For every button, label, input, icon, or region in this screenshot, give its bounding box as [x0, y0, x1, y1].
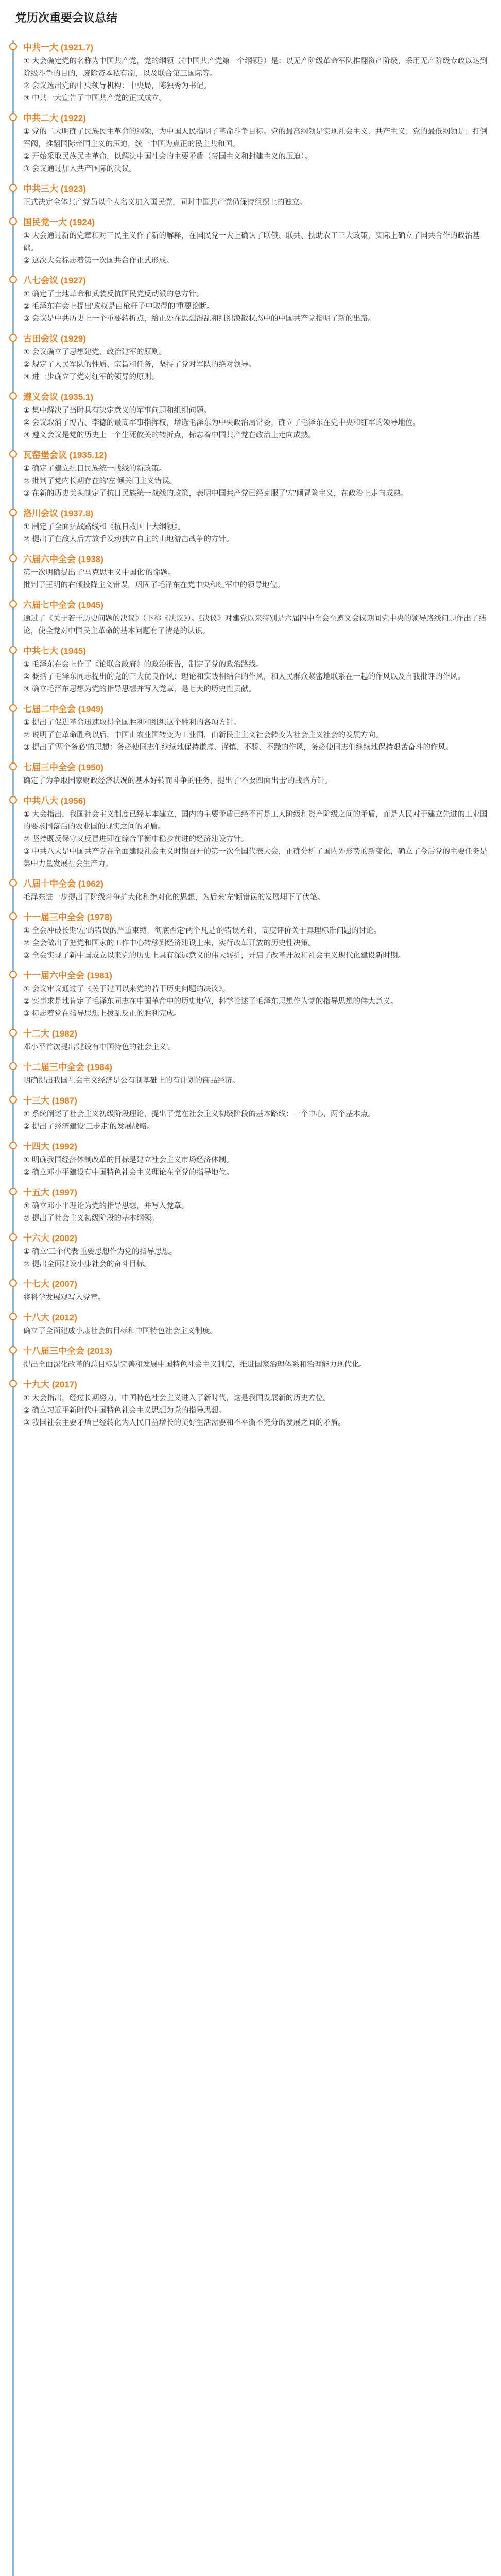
session-line: ① 确定了建立抗日民族统一战线的新政策。: [23, 465, 167, 473]
session-line: 邓小平首次提出'建设有中国特色的社会主义'。: [23, 1043, 176, 1052]
session-line: ③ 遵义会议是党的历史上一个生死攸关的转折点，标志着中国共产党在政治上走向成熟。: [23, 431, 316, 439]
session-line: ① 会议审议通过了《关于建国以来党的若干历史问题的决议》。: [23, 985, 230, 993]
session-heading: 十一届三中全会 (1978): [23, 910, 489, 923]
session-section: [23, 181, 489, 209]
session-line: ② 确立邓小平建设有中国特色社会主义理论在全党的指导地位。: [23, 1168, 234, 1177]
session-line: 确立了全面建成小康社会的目标和中国特色社会主义制度。: [23, 1327, 217, 1335]
session-heading: 十六大 (2002): [23, 1231, 489, 1244]
session-heading: 十九大 (2017): [23, 1377, 489, 1390]
session-section: [23, 1026, 489, 1054]
session-heading: 十一届六中全会 (1981): [23, 968, 489, 981]
session-line: ① 大会确定党的名称为中国共产党，党的纲领（《中国共产党第一个纲领》）是：以无产阶级革命军队推翻资产阶级，采用无产阶级专政以达到阶级斗争的目的，废除资本私有制，以及联合第三国际等。: [23, 57, 488, 78]
session-section: [23, 1060, 489, 1087]
session-line: ② 批判了党内长期存在的'左'倾关门主义错误。: [23, 477, 177, 485]
session-section: [23, 40, 489, 105]
session-section: [23, 389, 489, 442]
session-section: [23, 215, 489, 267]
session-heading: 六届七中全会 (1945): [23, 598, 489, 611]
session-section: [23, 273, 489, 325]
session-line: ③ 中共八大是中国共产党在全面建设社会主义时期召开的第一次全国代表大会，正确分析了国内外形势的新变化，确立了今后党的主要任务是集中力量发展社会生产力。: [23, 848, 488, 868]
session-line: 确定了为争取国家财政经济状况的基本好转而斗争的任务，提出了'不要四面出击'的战略方针。: [23, 777, 333, 785]
session-heading: 十八届三中全会 (2013): [23, 1344, 489, 1357]
session-section: [23, 598, 489, 637]
session-line: ① 大会指出，我国社会主义制度已经基本建立，国内的主要矛盾已经不再是工人阶级和资产阶级之间的矛盾，而是人民对于建立先进的工业国的要求同落后的农业国的现实之间的矛盾。: [23, 810, 488, 831]
session-heading: 国民党一大 (1924): [23, 215, 489, 228]
session-heading: 瓦窑堡会议 (1935.12): [23, 448, 489, 461]
session-section: [23, 1093, 489, 1133]
session-line: ② 提出了社会主义初级阶段的基本纲领。: [23, 1214, 159, 1223]
session-heading: 中共二大 (1922): [23, 111, 489, 124]
session-section: [23, 111, 489, 175]
session-section: [23, 1377, 489, 1429]
session-heading: 八七会议 (1927): [23, 273, 489, 286]
session-line: ③ 全会实现了新中国成立以来党的历史上具有深远意义的伟大转折，开启了改革开放和社会主义现代化建设新时期。: [23, 952, 406, 960]
session-line: ② 开始采取民族民主革命，以解决中国社会的主要矛盾（帝国主义和封建主义的压迫）。: [23, 152, 312, 161]
session-section: [23, 760, 489, 787]
session-heading: 七届三中全会 (1950): [23, 760, 489, 773]
session-line: ③ 会议通过加入共产国际的决议。: [23, 165, 137, 173]
session-line: ① 确立'三个代表'重要思想作为党的指导思想。: [23, 1248, 177, 1256]
session-line: ② 毛泽东在会上提出'政权是由枪杆子中取得的'重要论断。: [23, 302, 214, 311]
session-line: ③ 中共一大宣告了中国共产党的正式成立。: [23, 94, 167, 103]
session-line: ① 大会通过新的党章和对三民主义作了新的解释，在国民党一大上确认了联俄、联共、扶助农工三大政策，实际上确立了国共合作的政治基础。: [23, 232, 480, 252]
session-line: ③ 会议是中共历史上一个重要转折点，给正处在思想混乱和组织涣散状态中的中国共产党指明了新的出路。: [23, 315, 376, 323]
session-line: ① 系统阐述了社会主义初级阶段理论，提出了党在社会主义初级阶段的基本路线：一个中心、两个基本点。: [23, 1110, 376, 1118]
session-section: [23, 1344, 489, 1371]
session-section: [23, 910, 489, 962]
timeline: [12, 40, 489, 2576]
session-section: [23, 448, 489, 500]
session-line: ② 实事求是地肯定了毛泽东同志在中国革命中的历史地位，科学论述了毛泽东思想作为党的指导思想的伟大意义。: [23, 997, 398, 1006]
session-heading: 中共八大 (1956): [23, 793, 489, 806]
session-line: ① 毛泽东在会上作了《论联合政府》的政治报告，制定了党的政治路线。: [23, 660, 264, 669]
session-heading: 古田会议 (1929): [23, 331, 489, 344]
session-line: 提出全面深化改革的总目标是完善和发展中国特色社会主义制度，推进国家治理体系和治理能力现代化。: [23, 1361, 367, 1369]
session-line: ② 提出了在敌人后方放手发动独立自主的山地游击战争的方针。: [23, 535, 234, 544]
session-line: ③ 提出了'两个务必'的思想：务必使同志们继续地保持谦虚、谨慎、不骄、不躁的作风，务必使同志们继续地保持艰苦奋斗的作风。: [23, 743, 453, 752]
session-line: 将科学发展观写入党章。: [23, 1294, 106, 1302]
session-line: ② 提出了经济建设'三步走'的发展战略。: [23, 1123, 154, 1131]
session-line: ② 这次大会标志着第一次国共合作正式形成。: [23, 257, 174, 265]
session-section: [23, 643, 489, 696]
session-heading: 中共三大 (1923): [23, 181, 489, 194]
session-heading: 洛川会议 (1937.8): [23, 506, 489, 519]
session-section: [23, 876, 489, 904]
session-line: ① 制定了全面抗战路线和《抗日救国十大纲领》。: [23, 523, 185, 531]
session-section: [23, 968, 489, 1020]
session-line: ② 全会做出了把党和国家的工作中心转移到经济建设上来，实行改革开放的历史性决策。: [23, 939, 316, 947]
session-section: [23, 702, 489, 754]
session-line: ① 大会指出，经过长期努力，中国特色社会主义进入了新时代，这是我国发展新的历史方位。: [23, 1394, 331, 1402]
session-line: ② 会议选出党的中央领导机构：中央局，陈独秀为书记。: [23, 82, 212, 90]
session-line: ② 说明了在革命胜利以后，中国由农业国转变为工业国，由新民主主义社会转变为社会主义社会的发展方向。: [23, 731, 383, 739]
session-line: ② 会议取消了博古、李德的最高军事指挥权，增选毛泽东为中央政治局常委，确立了毛泽东在党中央和红军的领导地位。: [23, 419, 421, 427]
session-line: ① 明确我国经济体制改革的目标是建立社会主义市场经济体制。: [23, 1156, 234, 1164]
session-heading: 十二大 (1982): [23, 1026, 489, 1039]
session-line: ① 集中解决了当时具有决定意义的军事问题和组织问题。: [23, 406, 212, 415]
session-heading: 中共七大 (1945): [23, 643, 489, 656]
session-line: ② 坚持既反保守又反冒进即在综合平衡中稳步前进的经济建设方针。: [23, 835, 249, 843]
session-line: ① 全会冲破长期'左'的错误的严重束缚，彻底否定'两个凡是'的错误方针，高度评价关于真理标准问题的讨论。: [23, 927, 382, 935]
session-heading: 十七大 (2007): [23, 1277, 489, 1290]
session-line: ① 党的二大明确了民族民主革命的纲领，为中国人民指明了革命斗争目标。党的最高纲领是实现社会主义、共产主义；党的最低纲领是：打倒军阀，推翻国际帝国主义的压迫，统一中国为真正的民主共和国。: [23, 128, 488, 148]
session-section: [23, 331, 489, 383]
session-line: ② 提出全面建设小康社会的奋斗目标。: [23, 1260, 152, 1268]
session-heading: 十三大 (1987): [23, 1093, 489, 1106]
session-line: ① 提出了促进革命迅速取得全国胜利和组织这个胜利的各项方针。: [23, 719, 241, 727]
session-line: ② 确立习近平新时代中国特色社会主义思想为党的指导思想。: [23, 1406, 227, 1415]
session-section: [23, 1231, 489, 1270]
session-heading: 十二届三中全会 (1984): [23, 1060, 489, 1073]
session-section: [23, 1139, 489, 1179]
session-line: ① 确定了土地革命和武装反抗国民党反动派的总方针。: [23, 290, 204, 298]
session-line: 明确提出我国社会主义经济是公有制基础上的有计划的商品经济。: [23, 1077, 240, 1085]
session-line: 毛泽东进一步提出了阶级斗争扩大化和绝对化的思想，为后来'左'倾错误的发展埋下了伏笔。: [23, 893, 325, 902]
page-title: 党历次重要会议总结: [15, 11, 118, 24]
session-section: [23, 506, 489, 546]
session-line: ③ 标志着党在指导思想上拨乱反正的胜利完成。: [23, 1010, 182, 1018]
session-heading: 七届二中全会 (1949): [23, 702, 489, 715]
session-line: 批判了王明的右倾投降主义错误，巩固了毛泽东在党中央和红军中的领导地位。: [23, 581, 285, 589]
session-line: 第一次明确提出了'马克思主义中国化'的命题。: [23, 569, 176, 577]
session-line: ③ 在新的历史关头制定了抗日民族统一战线的政策，表明中国共产党已经克服了'左'倾冒险主义，在政治上走向成熟。: [23, 489, 408, 498]
session-line: ① 确立邓小平理论为党的指导思想，并写入党章。: [23, 1202, 189, 1210]
session-heading: 十八大 (2012): [23, 1310, 489, 1323]
session-section: [23, 1310, 489, 1337]
session-heading: 十五大 (1997): [23, 1185, 489, 1198]
session-heading: 中共一大 (1921.7): [23, 40, 489, 53]
session-line: 正式决定全体共产党员以个人名义加入国民党，同时中国共产党仍保持组织上的独立。: [23, 198, 307, 207]
session-line: 通过了《关于若干历史问题的决议》（下称《决议》）。《决议》对建党以来特别是六届四中全会至遵义会议期间党中央的领导路线问题作出了结论，使全党对中国民主革命的基本问题有了清楚的认识。: [23, 615, 486, 635]
session-section: [23, 552, 489, 591]
session-section: [23, 1277, 489, 1304]
session-heading: 八届十中全会 (1962): [23, 876, 489, 889]
session-heading: 十四大 (1992): [23, 1139, 489, 1152]
session-section: [23, 1185, 489, 1225]
session-section: [23, 793, 489, 870]
session-heading: 六届六中全会 (1938): [23, 552, 489, 565]
session-heading: 遵义会议 (1935.1): [23, 389, 489, 402]
session-line: ② 规定了人民军队的性质、宗旨和任务，坚持了党对军队的绝对领导。: [23, 361, 256, 369]
session-line: ③ 我国社会主要矛盾已经转化为人民日益增长的美好生活需要和不平衡不充分的发展之间的矛盾。: [23, 1419, 346, 1427]
session-line: ③ 进一步确立了党对红军的领导的原则。: [23, 373, 159, 381]
session-line: ② 概括了毛泽东同志提出的党的三大优良作风：理论和实践相结合的作风，和人民群众紧密地联系在一起的作风以及自我批评的作风。: [23, 673, 465, 681]
session-line: ③ 确立毛泽东思想为党的指导思想并写入党章，是七大的历史性贡献。: [23, 685, 256, 693]
session-line: ① 会议确立了思想建党、政治建军的原则。: [23, 348, 167, 357]
